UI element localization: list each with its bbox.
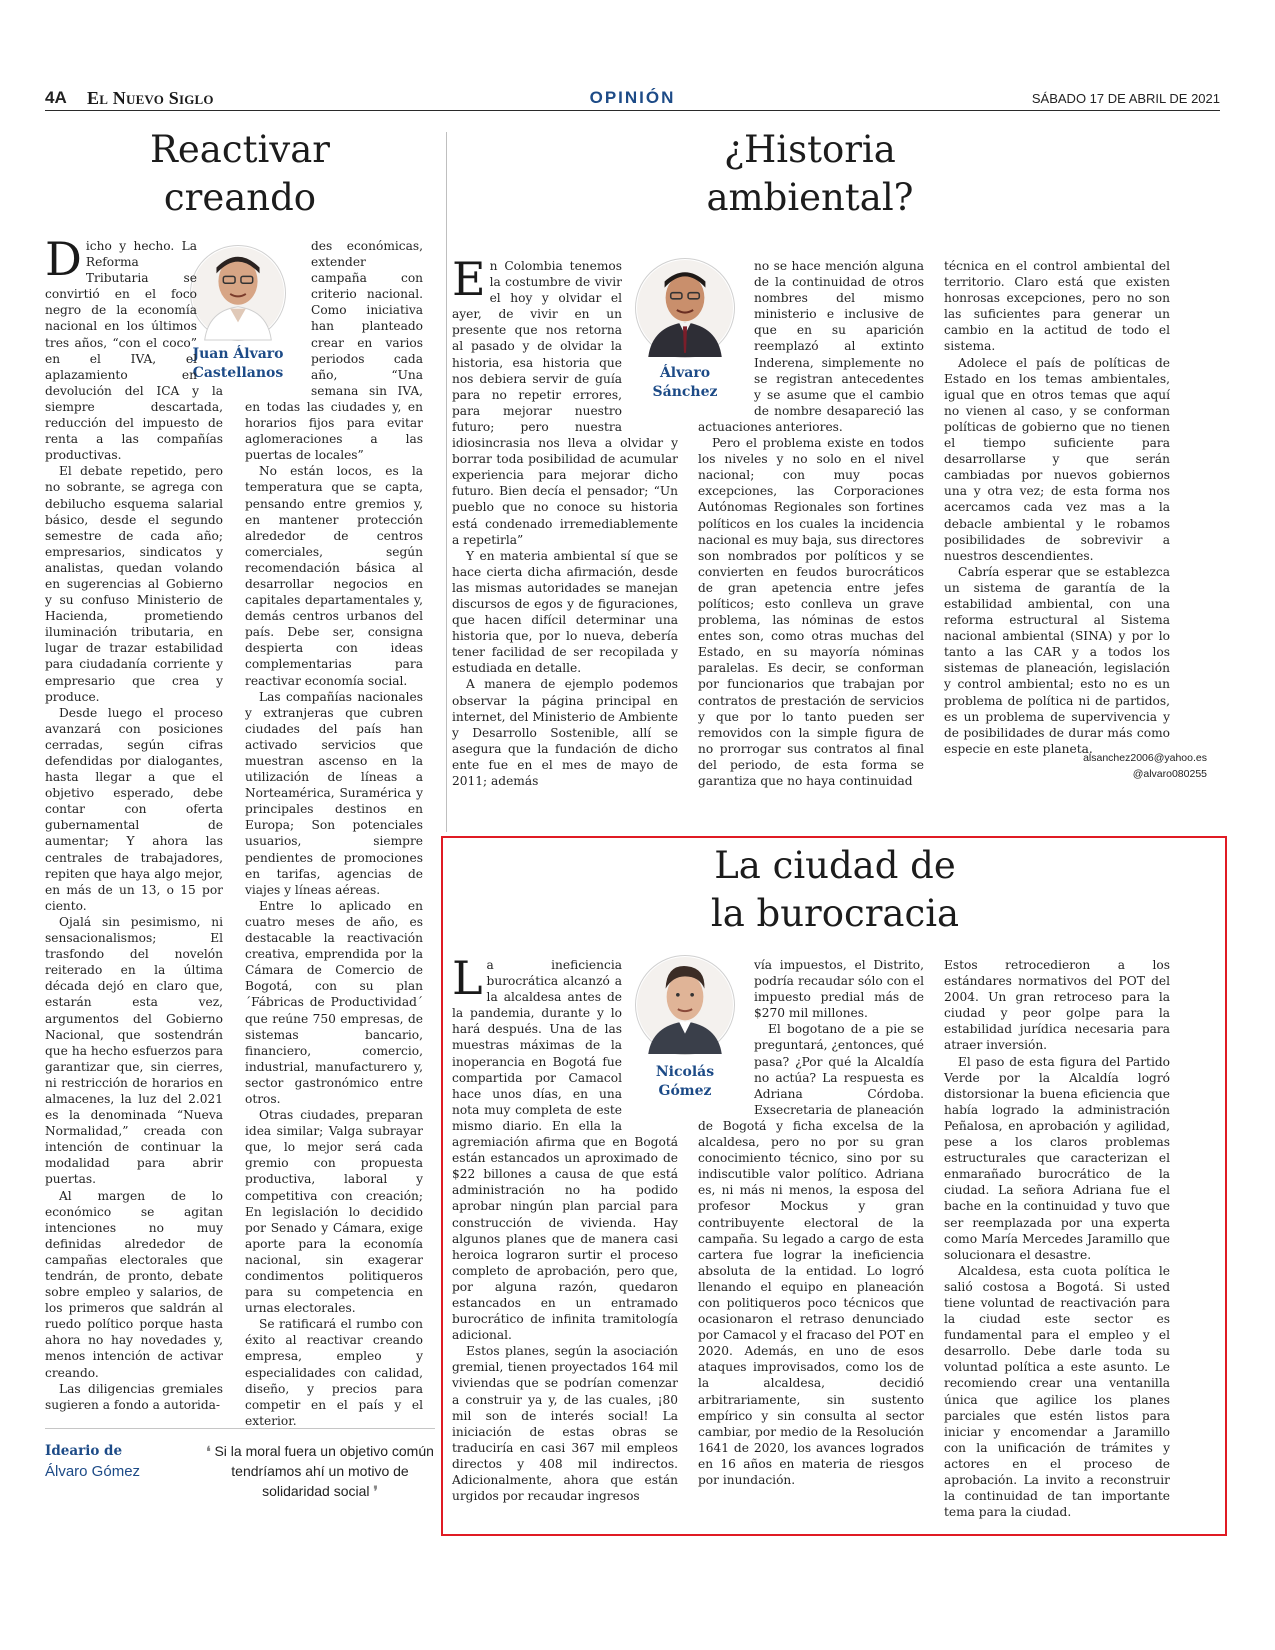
paragraph: Al margen de lo económico se agitan intenciones no muy definidas alrededor de campañas electorales que tendrán, de pronto, debate sobre empleo y salarios, de los primeros que saldrán al ruedo político porque hasta ahora no hay novedades y, menos intención de activar creando. [45,1188,223,1380]
page-header [45,88,1220,112]
article-left-title-line1: Reactivar [150,128,330,171]
page-number: 4A [45,88,67,107]
author-first-name: Álvaro [659,365,711,381]
paragraph: Pero el problema existe en todos los niveles y no solo en el nivel nacional; con muy pocas excepciones, las Corporaciones Autónomas Regionales son fortines políticos en los cuales la incidencia nacional es muy baja, sus directores son nombrados por políticos y se convierten en feudos burocráticos de gran apetencia entre jefes políticos; esto conlleva un grave problema, las nóminas de estos entes son, como otras muchas del Estado, en su mayoría nóminas paralelas. Es decir, se conforman por funcionarios que trabajan por contratos de prestación de servicios y que por lo tanto pueden ser removidos con la simple figura de no prorrogar sus contratos al final del periodo, de esta forma se garantiza que no haya continuidad [698,436,924,788]
paragraph: Desde luego el proceso avanzará con posiciones cerradas, según cifras defendidas por dialogantes, hasta llegar a que el objetivo esperado, debe contar con oferta gubernamental de aumentar; Y ahora las centrales de trabajadores, repiten que haya algo mejor, en más de un 13, o 15 por ciento. [45,705,223,913]
author-social-handle[interactable]: @alvaro080255 [1132,768,1207,780]
article-top-right-title [600,126,1020,222]
paragraph: Estos retrocedieron a los estándares normativos del POT del 2004. Un gran retroceso para la ciudad y peor golpe para la estabilidad jurídica necesaria para atraer inversión. [944,958,1170,1053]
paragraph: No están locos, es la temperatura que se capta, pensando entre gremios y, en mantener protección alrededor de centros comerciales, según recomendación básica al desarrollar negocios en capitales departamentales y, demás centros urbanos del país. Debe ser, consigna despierta con ideas complementarias para reactivar economía social. [245,464,423,688]
paragraph-text: icho y hecho. La Reforma Tributaria se convirtió en el foco negro de la economía nacional en los últimos tres años, “con el coco” en el IVA, el aplazamiento en devolución del ICA y la siempre descartada, reducción del impuesto de renta a las compañías productivas. [45,239,223,463]
author-last-name: Castellanos [192,365,284,381]
article-left-title [45,126,435,222]
article-top-right-title-line1: ¿Historia [724,128,896,171]
ideario-quote [205,1441,435,1501]
paragraph: Ojalá sin pesimismo, ni sensacionalismos; El trasfondo del novelón reiterado en la última década dejó en claro que, estarán esta vez, argumentos del Gobierno Nacional, que sostendrán que ha hecho esfuerzos para garantizar que, sin cierres, ni restricción de horarios en almacenes, la luz del 2.021 es la denominada “Nueva Normalidad,” creada con intención de continuar la modalidad para abrir puertas. [45,914,223,1187]
publication-date: SÁBADO 17 DE ABRIL DE 2021 [1031,91,1220,106]
paragraph: Adolece el país de políticas de Estado en los temas ambientales, igual que en otros temas que aquí no vienen al caso, y se conforman políticas de gobierno que no tienen el tiempo suficiente para desarrollarse y que serán cambiadas por nuevos gobiernos una y otra vez; de esta forma nos acercamos cada vez mas a la debacle ambiental y le robamos posibilidades de sobrevivir a nuestros descendientes. [944,355,1170,563]
paragraph: Y en materia ambiental sí que se hace cierta dicha afirmación, desde las mismas autoridades se manejan discursos de egos y de figuraciones, que hacen difícil determinar una historia que, por lo nueva, debería tener facilidad de ser recopilada y estudiada en detalle. [452,548,678,676]
ideario-box [45,1428,435,1548]
article-top-right-column-1 [452,252,678,803]
article-left-title-line2: creando [163,176,317,219]
paragraph: El bogotano de a pie se preguntará, ¿entonces, qué pasa? ¿Por qué la Alcaldía no actúa? La respuesta es Adriana Córdoba. Exsecretaria de planeación de Bogotá y ficha excelsa de la alcaldesa, pero no por su gran conocimiento técnico, sino por su indiscutible valor político. Adriana es, ni más ni menos, la esposa del profesor Mockus y gran contribuyente electoral de la campaña. Su legado a cargo de esta cartera fue lograr la ineficiencia absoluta de la entidad. Lo logró llenando el equipo en planeación con politiqueros poco técnicos que ocasionaron el retraso denunciado por Camacol y el fracaso del POT en 2020. Además, en uno de esos ataques improvisados, como los de la alcaldesa, decidió arbitrariamente, sin sustento empírico y sin consulta al sector cambiar, por medio de la Resolución 1641 de 2020, los avances logrados en 16 años en materia de riesgos por inundación. [698,1022,924,1487]
author-first-name: Juan Álvaro [192,346,284,362]
author-first-name: Nicolás [655,1064,715,1080]
paragraph: Las diligencias gremiales sugieren a fondo a autorida- [45,1381,223,1412]
author-email[interactable]: alsanchez2006@yahoo.es [1083,752,1207,764]
paragraph: El paso de esta figura del Partido Verde por la Alcaldía logró distorsionar la buena eficiencia que había logrado la administración Peñalosa, en aprobación y agilidad, pese a los claros problemas estructurales que caracterizan el enmarañado burocrático de la ciudad. La señora Adriana fue el bache en la continuidad y tuvo que ser reemplazada por una experta como María Mercedes Jaramillo que solucionara el desastre. [944,1054,1170,1262]
paragraph: Otras ciudades, preparan idea similar; Valga subrayar que, lo mejor será cada gremio con propuesta productiva, laboral y competitiva con creación; En legislación lo decidido por Senado y Cámara, exige aporte para la economía nacional, sin exagerar condimentos politiqueros para su competencia en urnas electorales. [245,1108,423,1316]
article-bottom-right-title [600,842,1070,938]
column-divider [446,132,447,832]
paragraph-text: a ineficiencia burocrática alcanzó a la alcaldesa antes de la pandemia, durante y lo hará después. Una de las muestras máximas de la inoperancia en Bogotá fue compartida por Camacol hace unos días, en una nota muy completa de este mismo diario. En ella la agremiación afirma que en Bogotá están estancados un aproximado de $22 billones a causa de que está administración no ha podido aprobar ningún plan parcial para construcción de vivienda. Hay algunos planes que de manera casi heroica lograron surtir el proceso completo de aprobación, pero que, por alguna razón, quedaron estancados en un entramado burocrático de infinita tramitología adicional. [452,958,678,1343]
ideario-author: Álvaro Gómez [45,1463,141,1480]
header-rule [45,110,1220,111]
article-left-column-1 [45,232,223,1423]
dropcap: D [45,232,82,286]
paragraph: El debate repetido, pero no sobrante, se agrega con debilucho esquema salarial básico, desde el segundo semestre de cada año; empresarios, sindicatos y analistas, quedan volando en sugerencias al Gobierno y su confuso Ministerio de Hacienda, prometiendo iluminación tributaria, en lugar de trazar estabilidad para ciudadanía corriente y empresario que crea y produce. [45,464,223,704]
article-top-right-column-3 [944,258,1170,756]
paragraph: no se hace mención alguna de la continuidad de otros nombres del mismo ministerio e inclusive de que en su aparición reemplazó al extinto Inderena, simplemente no se registran antecedentes y se asume que el cambio de nombre desapareció las actuaciones anteriores. [698,259,924,434]
article-bottom-right-column-3 [944,957,1170,1527]
dropcap: L [452,951,483,1005]
paragraph: Alcaldesa, esta cuota política le salió costosa a Bogotá. Si usted tiene voluntad de reactivación para la ciudad este sector es fundamental para el empleo y el desarrollo. Debe darle toda su voluntad política a este asunto. Le recomiendo crear una ventanilla única que agilice los planes parciales que estén listos para iniciar y encomendar a Jaramillo con la unificación de trámites y actores en el proceso de aprobación. La invito a reconstruir la continuidad de tan importante tema para la ciudad. [944,1263,1170,1520]
ideario-heading: Ideario de [45,1443,123,1459]
open-quote-icon: ❛ [206,1443,215,1459]
article-bottom-right-title-line1: La ciudad de [714,844,956,887]
paragraph: Estos planes, según la asociación gremial, tienen proyectados 164 mil viviendas que se podrían comenzar a construir ya y, de las cuales, ¡80 mil son de interés social! La iniciación de estas obras se traduciría en casi 367 mil empleos directos y 408 mil indirectos. Adicionalmente, ahora que están urgidos por recaudar ingresos [452,1344,678,1504]
paragraph-text: n Colombia tenemos la costumbre de vivir el hoy y olvidar el ayer, de vivir en un presente que nos retorna al pasado y de olvidar la historia, esa historia que nos debiera servir de guía para no repetir errores, para mejorar nuestro futuro; pero nuestra idiosincrasia nos lleva a olvidar y borrar toda posibilidad de acumular experiencia para mejorar dicho futuro. Bien decía el pensador; “Un pueblo que no conoce su historia está condenado irremediablemente a repetirla” [452,259,678,547]
paragraph: des económicas, extender campaña con criterio nacional. Como iniciativa han planteado crear en varios periodos cada año, “Una semana sin IVA, en todas las ciudades y, en horarios fijos para evitar aglomeraciones a las puertas de locales” [245,239,423,463]
paragraph: Cabría esperar que se establezca un sistema de garantía de la estabilidad ambiental, con una reforma estructural al Sistema nacional ambiental (SINA) y por lo tanto a las CAR y a todos los sistemas de planeación, legislación y control ambiental; esto no es un problema de política ni de partidos, es un problema de supervivencia y de posibilidades de durar más como especie en este planeta. [944,564,1170,756]
paragraph: A manera de ejemplo podemos observar la página principal en internet, del Ministerio de Ambiente y Desarrollo Sostenible, allí se asegura que la fundación de dicho ente fue en el mes de mayo de 2011; además [452,677,678,788]
dropcap: E [452,252,486,306]
paragraph: técnica en el control ambiental del territorio. Claro está que existen honrosas excepciones, pero no son las suficientes para generar un cambio en la actitud de todo el sistema. [944,259,1170,354]
author-last-name: Gómez [658,1083,712,1099]
paragraph: Entre lo aplicado en cuatro meses de año, es destacable la reactivación creativa, emprendida por la Cámara de Comercio de Bogotá, con su plan ´Fábricas de Productividad´ que reúne 750 empresas, de sistemas bancario, financiero, comercio, industrial, manufacturero y, sector gastronómico entre otros. [245,898,423,1106]
article-left-column-2 [245,238,423,1428]
paragraph: vía impuestos, el Distrito, podría recaudar sólo con el impuesto predial más de $270 mil millones. [754,958,924,1021]
paragraph: Las compañías nacionales y extranjeras que cubren ciudades del país han activado servicios que muestran ascenso en la utilización de líneas a Norteamérica, Suramérica y principales destinos en Europa; Son potenciales usuarios, siempre pendientes de promociones en tarifas, agencias de viajes y líneas aéreas. [245,689,423,897]
paragraph: Se ratificará el rumbo con éxito al reactivar creando empresa, empleo y especialidades con calidad, diseño, y precios para competir en el país y el exterior. [245,1317,423,1428]
quote-text: Si la moral fuera un objetivo común tendríamos ahí un motivo de solidaridad social [214,1443,434,1499]
section-title: OPINIÓN [589,88,676,107]
author-last-name: Sánchez [652,384,718,400]
article-bottom-right-column-1 [452,951,678,1527]
article-bottom-right-column-2 [698,957,924,1527]
close-quote-icon: ❜ [369,1483,378,1499]
article-top-right-title-line2: ambiental? [706,176,914,219]
masthead-logo: El Nuevo Siglo [87,88,214,108]
article-bottom-right-title-line2: la burocracia [710,892,960,935]
article-top-right-column-2 [698,258,924,803]
paragraph [45,232,223,463]
author-contact [1083,750,1207,782]
